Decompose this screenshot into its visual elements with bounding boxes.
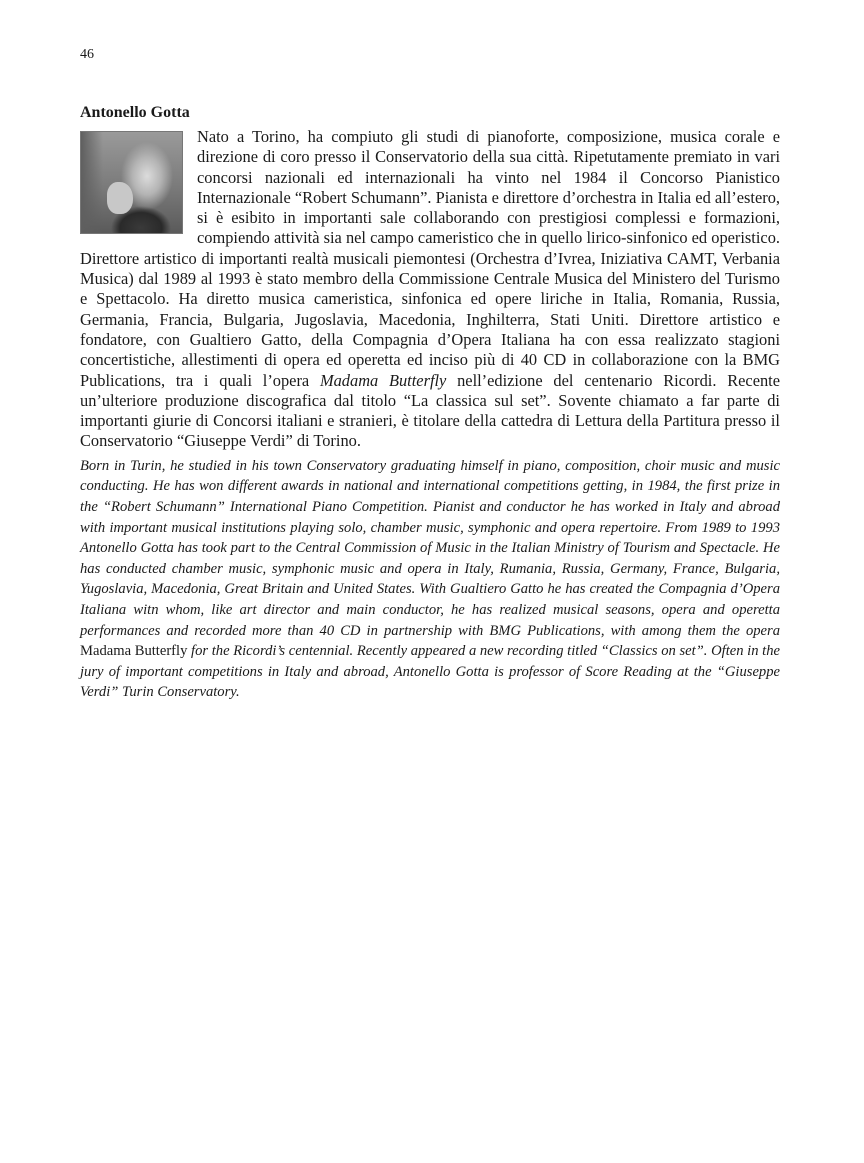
italian-bio-opera-title: Madama Butterfly [319, 370, 447, 390]
portrait-hand [107, 182, 133, 214]
english-bio-part2: for the Ricordi’s centennial. Recently appeared a new recording titled “Classics on set”. Often in the jury of important competitions in Italy and abroad, Antonello Gotta is professor of Score Reading at the “Giuseppe Verdi” Turin Conservatory. [80, 643, 780, 701]
portrait-shadow [81, 132, 103, 234]
biography-section [80, 103, 780, 703]
italian-biography [80, 127, 780, 452]
page-number: 46 [80, 47, 94, 62]
biography-name: Antonello Gotta [80, 104, 190, 121]
portrait-photo [80, 131, 183, 234]
english-bio-opera-title: Madama Butterfly [80, 643, 188, 660]
italian-bio-part2: nell’edizione del centenario Ricordi. Recente un’ulteriore produzione discografica dal titolo “La classica sul set”. Sovente chiamato a far parte di importanti giurie di Concorsi italiani e stranieri, è titolare della cattedra di Lettura della Partitura presso il Conservatorio “Giuseppe Verdi” di Torino. [80, 370, 780, 451]
english-biography [80, 456, 780, 703]
italian-bio-part1: Nato a Torino, ha compiuto gli studi di pianoforte, composizione, musica corale e direzione di coro presso il Conservatorio della sua città. Ripetutamente premiato in vari concorsi nazionali ed internazionali ha vinto nel 1984 il Concorso Pianistico Internazionale “Robert Schumann”. Pianista e direttore d’orchestra in Italia ed all’estero, si è esibito in importanti sale collaborando con prestigiosi complessi e formazioni, compiendo attività sia nel campo cameristico che in quello lirico-sinfonico ed operistico. Direttore artistico di importanti realtà musicali piemontesi (Orchestra d’Ivrea, Iniziativa CAMT, Verbania Musica) dal 1989 al 1993 è stato membro della Commissione Centrale Musica del Ministero del Turismo e Spettacolo. Ha diretto musica cameristica, sinfonica ed opere liriche in Italia, Romania, Russia, Germania, Francia, Bulgaria, Jugoslavia, Macedonia, Inghilterra, Stati Uniti. Direttore artistico e fondatore, con Gualtiero Gatto, della Compagnia d’Opera Italiana ha con essa realizzato stagioni concertistiche, allestimenti di opera ed operetta ed inciso più di 40 CD in collaborazione con la BMG Publications, tra i quali l’opera [80, 127, 780, 390]
english-bio-part1: Born in Turin, he studied in his town Conservatory graduating himself in piano, composition, choir music and music conducting. He has won different awards in national and international competitions getting, in 1984, the first prize in the “Robert Schumann” International Piano Competition. Pianist and conductor he has worked in Italy and abroad with important musical institutions playing solo, chamber music, symphonic and opera repertoire. From 1989 to 1993 Antonello Gotta has took part to the Central Commission of Music in the Italian Ministry of Tourism and Spectacle. He has conducted chamber music, symphonic music and opera in Italy, Rumania, Russia, Germany, France, Bulgaria, Yugoslavia, Macedonia, Great Britain and United States. With Gualtiero Gatto he has created the Compagnia d’Opera Italiana witn whom, like art director and main conductor, he has realized musical seasons, opera and operetta performances and recorded more than 40 CD in partnership with BMG Publications, with among them the opera [80, 457, 780, 639]
